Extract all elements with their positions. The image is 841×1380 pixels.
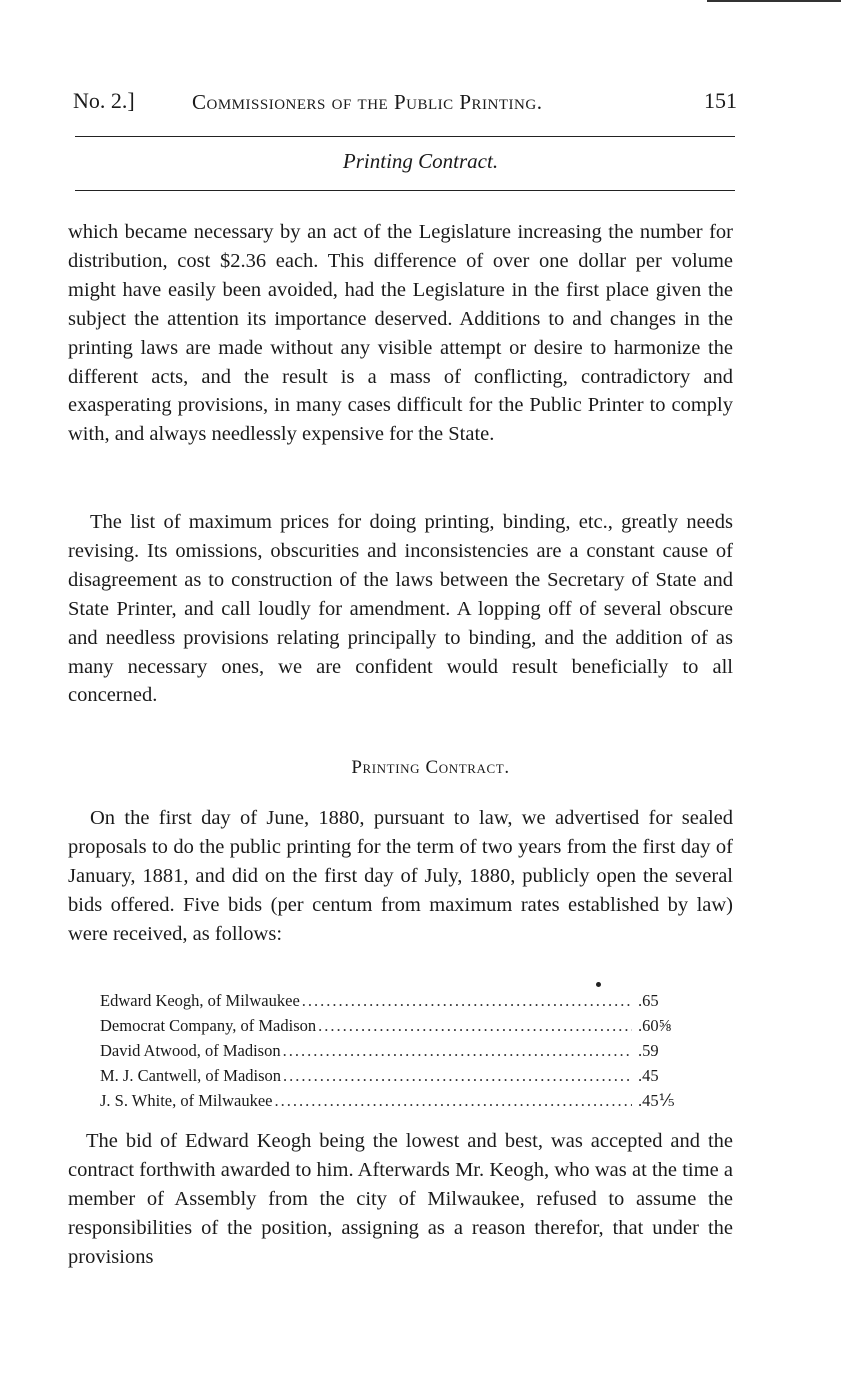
bidder-name: Democrat Company, of Madison (100, 1016, 317, 1035)
paragraph-2: The list of maximum prices for doing printing, binding, etc., greatly needs revising. Its omissions, obscurities and inconsistencies are a constant cause of disagreement as to construction of the laws between the Secretary of State and State Printer, and call loudly for amendment. A lopping off of several obscure and needless provisions relating principally to binding, and the addition of as many necessary ones, we are confident would result beneficially to all concerned. (68, 511, 733, 707)
stray-dot-mark (596, 982, 601, 987)
printing-contract-heading: Printing Contract. (351, 757, 510, 778)
bidder-name: M. J. Cantwell, of Madison (100, 1066, 282, 1085)
bid-value: .45⅕ (638, 1091, 675, 1110)
dot-leader (302, 988, 632, 1013)
bid-row (100, 1063, 690, 1088)
section-subtitle: Printing Contract. (342, 149, 499, 173)
dot-leader (274, 1088, 632, 1113)
bid-row (100, 1038, 690, 1063)
bidder-name: J. S. White, of Milwaukee (100, 1091, 273, 1110)
bid-value: .60⅝ (638, 1016, 671, 1035)
paragraph-1: which became necessary by an act of the Legislature increasing the number for distribution, cost $2.36 each. This difference of over one dollar per volume might have easily been avoided, had the Legislature in the first place given the subject the attention its importance deserved. Additions to and changes in the printing laws are made without any visible attempt or desire to harmonize the different acts, and the result is a mass of conflicting, contradictory and exasperating provisions, in many cases difficult for the Public Printer to comply with, and always needlessly expensive for the State. (68, 221, 733, 446)
running-head (73, 88, 737, 118)
bidder-name: Edward Keogh, of Milwaukee (100, 991, 300, 1010)
bid-row (100, 1088, 690, 1113)
dot-leader (283, 1038, 632, 1063)
top-corner-rule (707, 0, 841, 2)
paragraph-3: On the first day of June, 1880, pursuant to law, we advertised for sealed proposals to do the public printing for the term of two years from the first day of January, 1881, and did on the first day of July, 1880, publicly open the several bids offered. Five bids (per centum from maximum rates established by law) were received, as follows: (68, 807, 733, 945)
page-number: 151 (704, 88, 737, 113)
bid-row (100, 988, 690, 1013)
bids-list (100, 988, 690, 1113)
bidder-name: David Atwood, of Madison (100, 1041, 281, 1060)
header-rule-top (75, 136, 735, 137)
paragraph-4: The bid of Edward Keogh being the lowest and best, was accepted and the contract forthwith awarded to him. Afterwards Mr. Keogh, who was at the time a member of Assembly from the city of Milwaukee, refused to assume the responsibilities of the position, assigning as a reason therefor, that under the provisions (68, 1130, 733, 1268)
bid-value: .59 (638, 1041, 659, 1060)
dot-leader (318, 1013, 632, 1038)
header-rule-bottom (75, 190, 735, 191)
running-title: Commissioners of the Public Printing. (192, 90, 543, 114)
bid-value: .65 (638, 991, 659, 1010)
document-number: No. 2.] (73, 88, 135, 113)
bid-row (100, 1013, 690, 1038)
bid-value: .45 (638, 1066, 659, 1085)
dot-leader (283, 1063, 632, 1088)
